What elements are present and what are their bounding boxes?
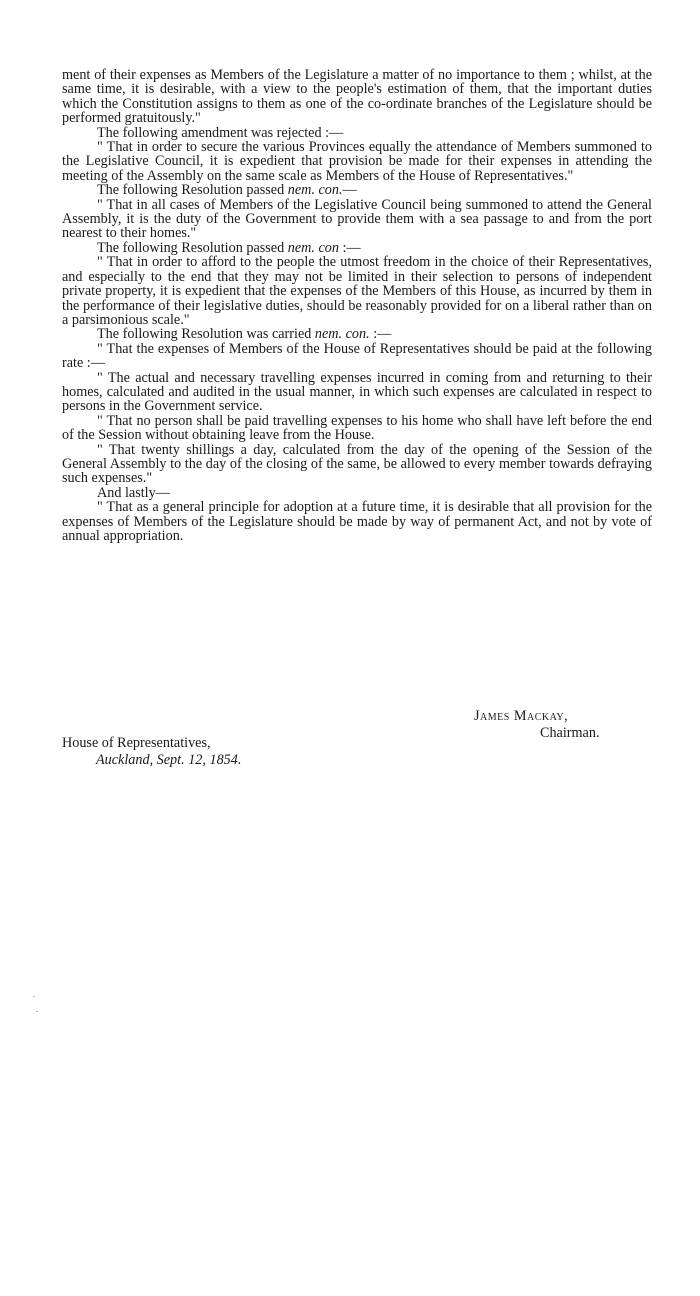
intro-punctuation: :— xyxy=(338,239,361,256)
place-date-line: Auckland, Sept. 12, 1854. xyxy=(96,752,242,768)
paragraph-shillings: " That twenty shillings a day, calculated from the day of the opening of the Session of the General Assembly to the day of the closing of the same, be allowed to every member towards defraying such expenses." xyxy=(62,441,652,487)
signatory-title: Chairman. xyxy=(540,725,600,741)
intro-punctuation: :— xyxy=(369,326,392,343)
paragraph-resolution-freedom: " That in order to afford to the people the utmost freedom in the choice of their Representatives, and especially to the end that they may not be limited in their selection to persons of independent private property, it is expedient that the expenses of the Members of this House, as incurred by them in the performance of their legislative duties, should be reasonably provided for on a liberal rather than on a parsimonious scale." xyxy=(62,254,652,328)
paragraph-continuation: ment of their expenses as Members of the Legislature a matter of no importance to them ; whilst, at the same time, it is desirable, with a view to the people's estimation of them, that the important duties which the Constitution assigns to them as one of the co-ordinate branches of the Legislature should be performed gratuitously." xyxy=(62,67,652,127)
intro-text: The following Resolution was carried xyxy=(97,326,315,343)
latin-phrase: nem. con xyxy=(287,239,339,256)
paragraph-resolution-council: " That in all cases of Members of the Legislative Council being summoned to attend the General Assembly, it is the duty of the Government to provide them with a sea passage to and from the port nearest to their homes." xyxy=(62,196,652,242)
intro-text: The following Resolution passed xyxy=(97,239,288,256)
signature-block xyxy=(62,708,652,788)
intro-punctuation: — xyxy=(342,182,357,199)
intro-text: The following Resolution passed xyxy=(97,182,288,199)
signatory-name: James Mackay, xyxy=(474,708,569,724)
scan-speck xyxy=(33,996,35,997)
paragraph-amendment-intro: The following amendment was rejected :— xyxy=(97,124,344,141)
latin-phrase: nem. con. xyxy=(287,182,343,199)
paragraph-travelling-expenses: " The actual and necessary travelling expenses incurred in coming from and returning to their homes, calculated and audited in the usual manner, in which such expenses are calculated in respect to persons in the Government service. xyxy=(62,369,652,415)
paragraph-resolution-intro-3 xyxy=(62,327,652,341)
latin-phrase: nem. con. xyxy=(314,326,370,343)
paragraph-lastly: And lastly— xyxy=(97,484,170,501)
paragraph-resolution-intro-2 xyxy=(62,241,652,255)
scan-speck xyxy=(36,1011,38,1012)
paragraph-resolution-rate: " That the expenses of Members of the House of Representatives should be paid at the following rate :— xyxy=(62,340,652,372)
paragraph-resolution-intro-1 xyxy=(62,183,652,197)
paragraph-permanent-act: " That as a general principle for adoption at a future time, it is desirable that all provision for the expenses of Members of the Legislature should be made by way of permanent Act, and not by vote of annual appropriation. xyxy=(62,499,652,544)
paragraph-leave: " That no person shall be paid travelling expenses to his home who shall have left before the end of the Session without obtaining leave from the House. xyxy=(62,412,652,444)
paragraph-amendment-text: " That in order to secure the various Provinces equally the attendance of Members summoned to the Legislative Council, it is expedient that provision be made for their expenses in attending the meeting of the Assembly on the same scale as Members of the House of Representatives." xyxy=(62,139,652,184)
place-line-1: House of Representatives, xyxy=(62,735,211,751)
document-page xyxy=(62,67,652,768)
